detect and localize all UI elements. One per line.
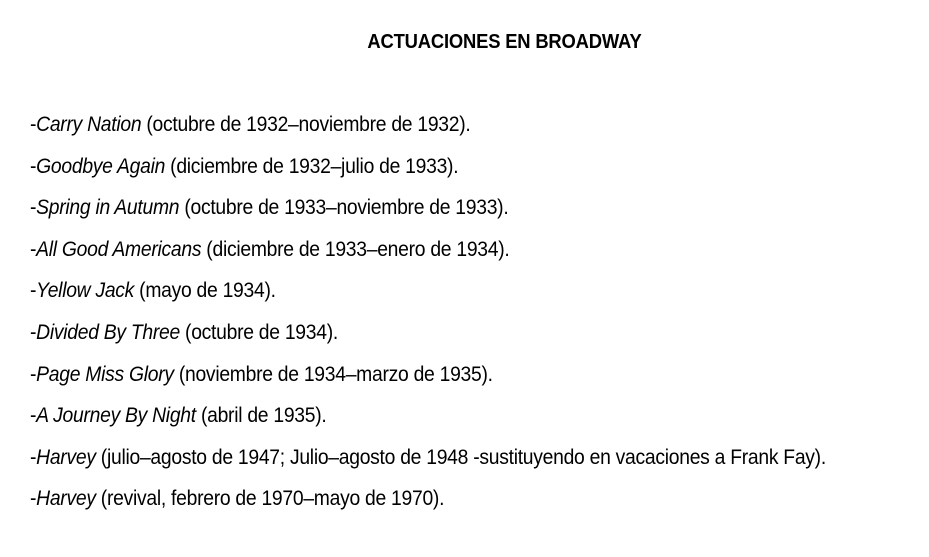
entry-prefix: - [30,154,37,178]
play-title: Harvey [36,487,96,511]
entry-detail: (diciembre de 1933–enero de 1934). [201,237,510,261]
play-title: Harvey [36,445,96,469]
entry-prefix: - [30,237,37,261]
entry-detail: (diciembre de 1932–julio de 1933). [165,154,459,178]
entry-detail: (abril de 1935). [195,404,327,428]
broadway-performances-list [30,111,895,527]
list-item [30,402,826,444]
list-item [30,111,826,153]
page-title: ACTUACIONES EN BROADWAY [367,31,642,53]
entry-detail: (revival, febrero de 1970–mayo de 1970). [95,487,445,511]
play-title: Spring in Autumn [36,196,180,220]
entry-prefix: - [30,320,37,344]
entry-prefix: - [30,487,37,511]
entry-prefix: - [30,445,37,469]
entry-detail: (julio–agosto de 1947; Julio–agosto de 1948 -sustituyendo en vacaciones a Frank Fay). [95,445,826,469]
play-title: All Good Americans [36,237,202,261]
play-title: Goodbye Again [36,154,166,178]
entry-prefix: - [30,362,37,386]
list-item [30,277,826,319]
play-title: A Journey By Night [36,404,196,428]
list-item [30,194,826,236]
entry-detail: (octubre de 1934). [179,320,338,344]
entry-prefix: - [30,404,37,428]
entry-detail: (octubre de 1932–noviembre de 1932). [141,113,471,136]
play-title: Page Miss Glory [36,362,174,386]
list-item [30,485,826,527]
list-item [30,319,826,361]
play-title: Divided By Three [36,320,180,344]
entry-prefix: - [30,196,37,220]
list-item [30,153,826,195]
list-item [30,444,826,486]
list-item [30,236,826,278]
list-item [30,361,826,403]
entry-detail: (noviembre de 1934–marzo de 1935). [173,362,493,386]
entry-detail: (octubre de 1933–noviembre de 1933). [179,196,509,220]
entry-detail: (mayo de 1934). [134,279,276,303]
play-title: Carry Nation [36,113,142,136]
entry-prefix: - [30,113,37,136]
entry-prefix: - [30,279,37,303]
play-title: Yellow Jack [36,279,135,303]
